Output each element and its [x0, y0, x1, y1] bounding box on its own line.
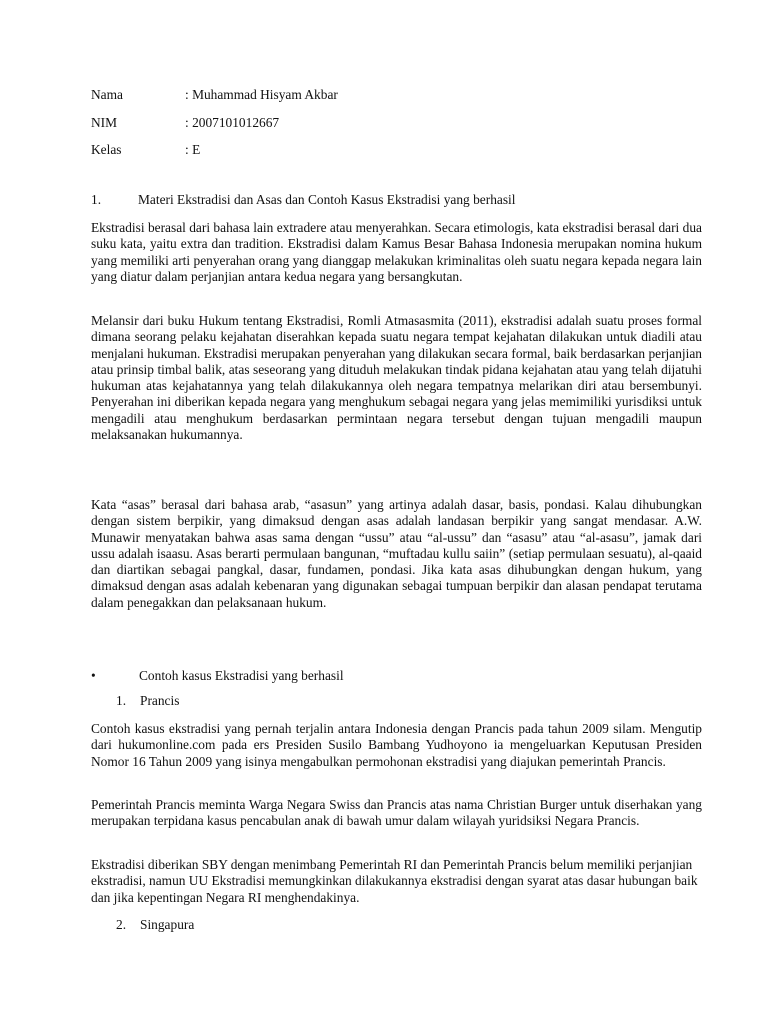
- case-number: 1.: [116, 693, 127, 708]
- case-label: Singapura: [140, 917, 195, 932]
- nama-label: Nama: [91, 87, 123, 102]
- paragraph-asas-definition: Kata “asas” berasal dari bahasa arab, “asasun” yang artinya adalah dasar, basis, pondasi. Kalau dihubungkan dengan sistem berpikir, yang dimaksud dengan asas adalah landasan berpikir yang sangat mendasar. A.W. Munawir menyatakan bahwa asas sama dengan “ussu” atau “al-ussu” dan “asasu” atau “al-asasu”, jamak dari ussu adalah isaasu. Asas berarti permulaan bangunan, “muftadau kullu saiin” (setiap permulaan sesuatu), al-qaaid dan diartikan sebagai pangkal, dasar, fundamen, pondasi. Jika kata asas dihubungkan dengan hukum, yang dimaksud dengan asas adalah kebenaran yang digunakan sebagai tumpuan berpikir dan alasan pendapat terutama dalam penegakkan dan pelaksanaan hukum.: [91, 497, 702, 610]
- nim-value: : 2007101012667: [185, 115, 280, 130]
- case-number: 2.: [116, 917, 127, 932]
- nim-label: NIM: [91, 115, 118, 130]
- bullet-item: [91, 668, 344, 684]
- case-item-singapura: [116, 917, 194, 933]
- section-number: 1.: [91, 192, 102, 207]
- kelas-value: : E: [185, 142, 201, 157]
- paragraph-prancis-case: Contoh kasus ekstradisi yang pernah terjalin antara Indonesia dengan Prancis pada tahun 2009 silam. Mengutip dari hukumonline.com pada ers Presiden Susilo Bambang Yudhoyono ia mengeluarkan Keputusan Presiden Nomor 16 Tahun 2009 yang isinya mengabulkan permohonan ekstradisi yang diajukan pemerintah Prancis.: [91, 721, 702, 769]
- identity-nim: [91, 115, 279, 131]
- section-title: Materi Ekstradisi dan Asas dan Contoh Kasus Ekstradisi yang berhasil: [138, 192, 516, 207]
- paragraph-prancis-sby: Ekstradisi diberikan SBY dengan menimbang Pemerintah RI dan Pemerintah Prancis belum memiliki perjanjian ekstradisi, namun UU Ekstradisi memungkinkan dilakukannya ekstradisi dengan syarat atas dasar hubungan baik dan jika kepentingan Negara RI menghendakinya.: [91, 857, 698, 905]
- paragraph-ekstradisi-definition: Ekstradisi berasal dari bahasa lain extradere atau menyerahkan. Secara etimologis, kata ekstradisi berasal dari dua suku kata, yaitu extra dan tradition. Ekstradisi dalam Kamus Besar Bahasa Indonesia merupakan nomina hukum yang memiliki arti penyerahan orang yang dianggap melakukan kriminalitas oleh suatu negara kepada negara lain yang diatur dalam perjanjian antara kedua negara yang bersangkutan.: [91, 220, 702, 284]
- bullet-symbol: •: [91, 668, 96, 683]
- paragraph-ekstradisi-romli: Melansir dari buku Hukum tentang Ekstradisi, Romli Atmasasmita (2011), ekstradisi adalah suatu proses formal dimana seorang pelaku kejahatan diserahkan kepada suatu negara tempat kejahatan dilakukan untuk diadili atau menjalani hukuman. Ekstradisi merupakan penyerahan yang dilakukan secara formal, baik berdasarkan perjanjian atau prinsip timbal balik, atas seseorang yang dituduh melakukan tindak pidana kejahatan atau yang telah dijatuhi hukuman atas kejahatannya yang telah dilakukannya oleh negara tempatnya melarikan diri atau bersembunyi. Penyerahan ini diberikan kepada negara yang menghukum sebagai negara yang jelas memimiliki yurisdiksi untuk mengadili atau menghukum berdasarkan permintaan negara tersebut dengan tujuan mengadili maupun melaksanakan hukumannya.: [91, 313, 702, 443]
- bullet-text: Contoh kasus Ekstradisi yang berhasil: [139, 668, 344, 683]
- nama-value: : Muhammad Hisyam Akbar: [185, 87, 338, 102]
- kelas-label: Kelas: [91, 142, 122, 157]
- section-heading: [91, 192, 515, 208]
- case-label: Prancis: [140, 693, 180, 708]
- identity-kelas: [91, 142, 200, 158]
- case-item-prancis: [116, 693, 179, 709]
- paragraph-prancis-request: Pemerintah Prancis meminta Warga Negara Swiss dan Prancis atas nama Christian Burger untuk diserhakan yang merupakan terpidana kasus pencabulan anak di bawah umur dalam wilayah yuridsiksi Negara Prancis.: [91, 797, 702, 829]
- identity-nama: [91, 87, 338, 103]
